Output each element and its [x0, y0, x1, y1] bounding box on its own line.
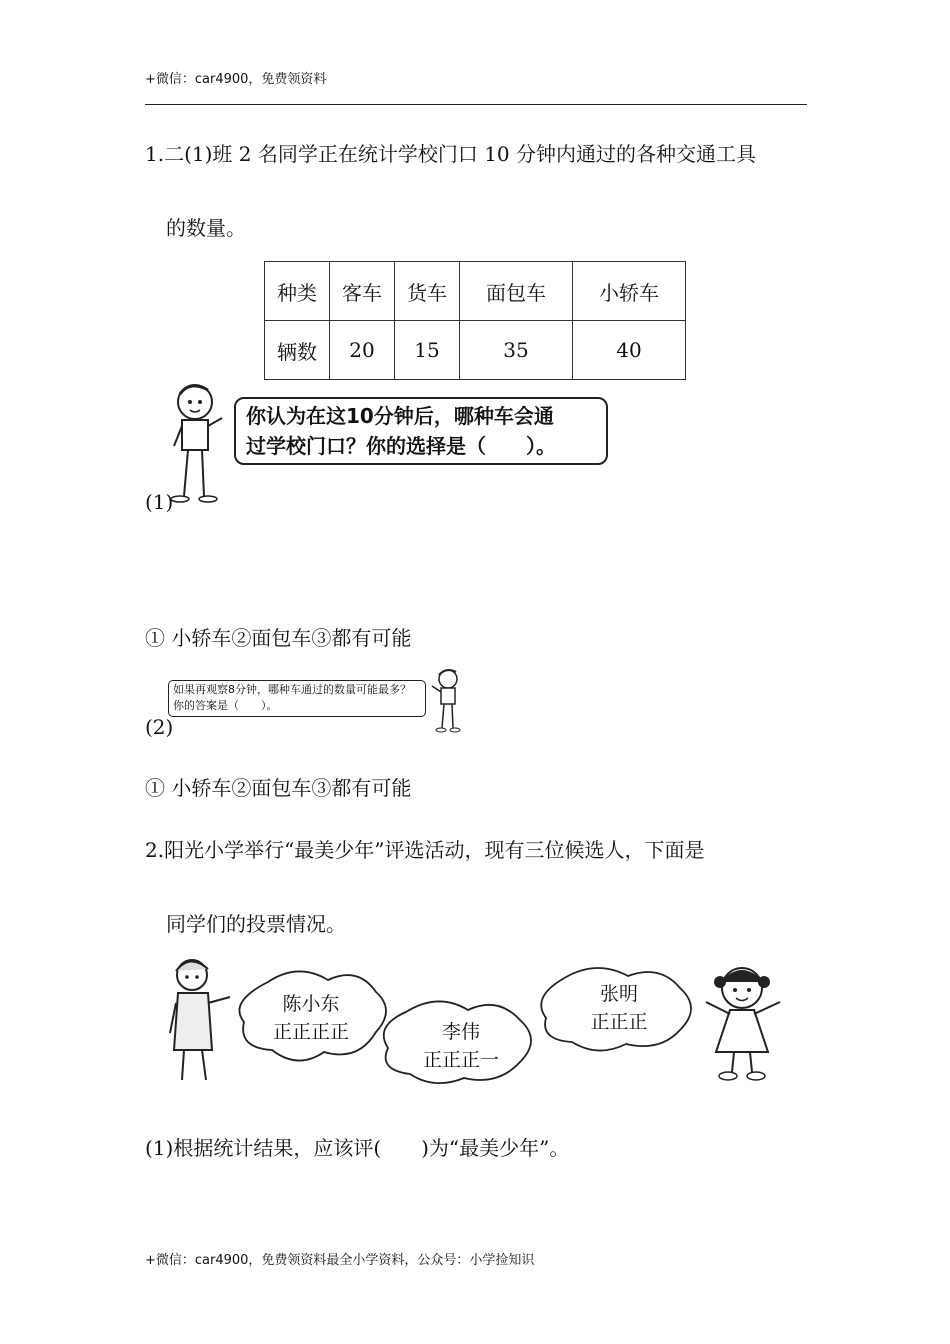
- page-footer: +微信：car4900，免费领资料最全小学资料，公众号：小学捡知识: [145, 1253, 535, 1268]
- table-cell: 客车: [330, 262, 395, 321]
- girl-illustration-right: [700, 960, 790, 1085]
- speech-bubble-small: [168, 680, 426, 717]
- sub-question-label: (1): [145, 490, 174, 514]
- candidate-name: 李伟: [441, 1021, 480, 1043]
- bubble-line: 你的答案是（ ）。: [173, 699, 278, 712]
- boy-illustration: [160, 378, 230, 508]
- table-cell: 面包车: [460, 262, 573, 321]
- boy-illustration-small: [428, 666, 466, 734]
- speech-bubble: [234, 397, 608, 465]
- bubble-line: 过学校门口？你的选择是（ ）。: [246, 434, 556, 458]
- q2-line2: 同学们的投票情况。: [166, 912, 346, 936]
- q1-line1: 1.二(1)班 2 名同学正在统计学校门口 10 分钟内通过的各种交通工具: [145, 142, 757, 166]
- bubble-line: 如果再观察8分钟，哪种车通过的数量可能最多？: [173, 683, 411, 696]
- table-cell: 15: [395, 321, 460, 380]
- tally-marks: 正正正正: [272, 1021, 349, 1043]
- table-cell: 小轿车: [573, 262, 686, 321]
- vote-cloud: [566, 980, 672, 1036]
- q1-line2: 的数量。: [166, 216, 246, 240]
- vote-cloud: [408, 1018, 514, 1074]
- answer-options: ① 小轿车②面包车③都有可能: [145, 776, 412, 800]
- vehicle-table: [264, 261, 686, 380]
- table-row: [265, 262, 686, 321]
- candidate-name: 张明: [599, 983, 638, 1005]
- table-cell: 40: [573, 321, 686, 380]
- answer-options: ① 小轿车②面包车③都有可能: [145, 626, 412, 650]
- table-cell: 35: [460, 321, 573, 380]
- bubble-line: 你认为在这10分钟后，哪种车会通: [246, 404, 554, 428]
- table-cell: 货车: [395, 262, 460, 321]
- vote-cloud: [258, 990, 364, 1046]
- girl-illustration-left: [160, 955, 235, 1085]
- table-cell: 辆数: [265, 321, 330, 380]
- table-cell: 种类: [265, 262, 330, 321]
- candidate-name: 陈小东: [282, 993, 340, 1015]
- header-divider: [145, 104, 807, 105]
- tally-marks: 正正正一: [422, 1049, 499, 1071]
- q2-sub1: (1)根据统计结果，应该评( )为“最美少年”。: [145, 1136, 570, 1160]
- page-header: +微信：car4900，免费领资料: [145, 72, 327, 87]
- tally-marks: 正正正: [590, 1011, 648, 1033]
- sub-question-label: (2): [145, 715, 174, 739]
- q2-line1: 2.阳光小学举行“最美少年”评选活动，现有三位候选人，下面是: [145, 838, 705, 862]
- table-row: [265, 321, 686, 380]
- table-cell: 20: [330, 321, 395, 380]
